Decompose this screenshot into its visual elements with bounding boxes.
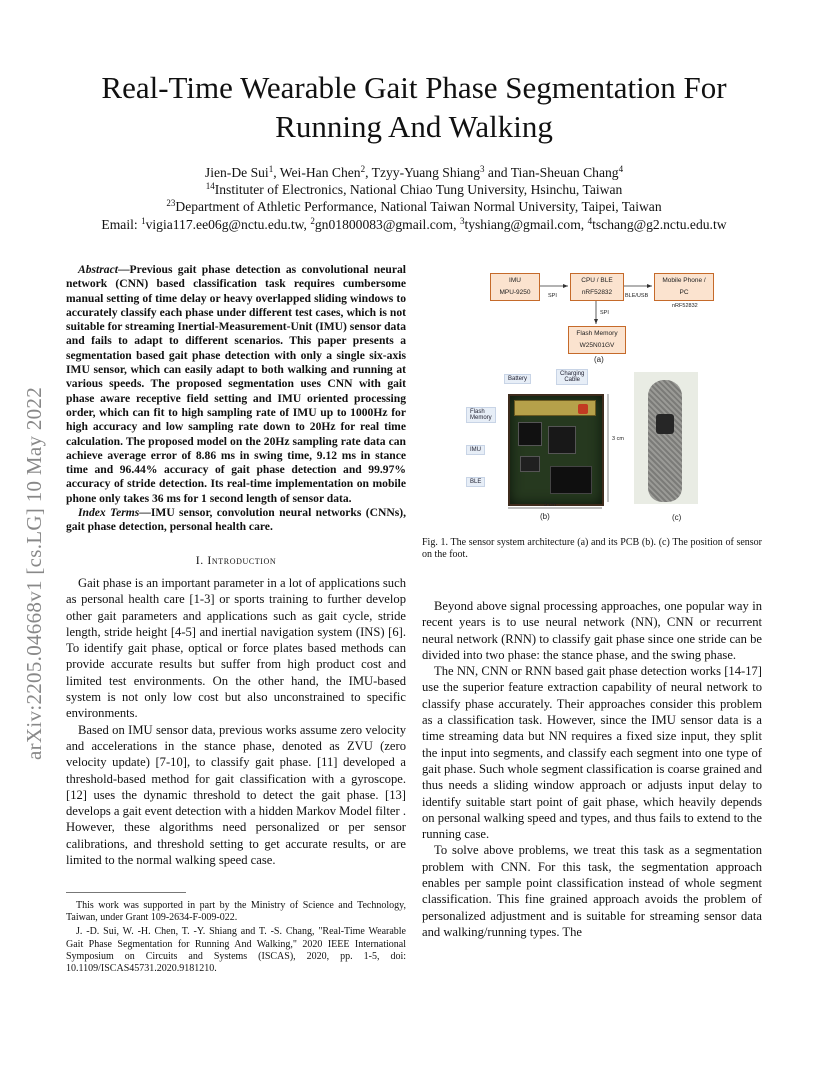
- foot-photo: [634, 372, 698, 504]
- paragraph: Gait phase is an important parameter in a lot of applications such as personal health care [1-3] or sports training to further develop other gait parameters and applications such as gait cycle, stride length, stride height [4-5] and inertial navigation system (INS) [6]. To identify gait phase, optical or force plates based methods can provide accurate results but suffer from high product cost and limited test environments. On the other hand, the IMU-based system is not only low cost but also unconstrained to specific environments.: [66, 576, 406, 721]
- author-name: Tian-Sheuan Chang: [510, 165, 619, 180]
- mobile-note: nRF52832: [672, 303, 698, 309]
- abstract-block: [66, 263, 406, 535]
- email-address[interactable]: gn01800083@gmail.com,: [314, 217, 457, 232]
- footnote-funding: This work was supported in part by the Ministry of Science and Technology, Taiwan, under Grant 109-2634-F-009-022.: [66, 900, 406, 924]
- abstract: Abstract—Previous gait phase detection as convolutional neural network (CNN) based classification task requires cumbersome manual setting of time delay or heavy overlapped sliding windows to accurately classify each phase under different test cases, which is not suitable for streaming Inertial-Measurement-Unit (IMU) sensor data and fails to adapt to different scenarios. This paper presents a segmentation based gait phase detection with only a single six-axis IMU sensor, which can easily adapt to both walking and running at various speeds. The proposed segmentation uses CNN with gait phase aware receptive field setting and IMU oriented processing order, which can fit to high sampling rate of IMU up to 1000Hz for high accuracy and low sampling rate down to 20Hz for real time calculation. The proposed model on the 20Hz sampling rate data can achieve average error of 8.86 ms in swing time, 9.12 ms in stance time and 96.44% accuracy of gait phase detection and 99.97% accuracy of stride detection. Its real-time implementation on mobile phone only takes 36 ms for 1 second length of sensor data.: [66, 263, 406, 505]
- pcb-label-imu: IMU: [466, 445, 485, 455]
- right-column-text: [422, 598, 762, 940]
- pcb-label-flash: Flash Memory: [466, 407, 496, 423]
- index-terms: Index Terms—IMU sensor, convolution neural networks (CNNs), gait phase detection, personal health care.: [66, 506, 406, 534]
- paragraph: To solve above problems, we treat this task as a segmentation problem with CNN. For this task, the segmentation approach enables per sample point classification instead of whole segment classification. This fine grained approach avoids the problem of personalized adjustment and is suitable for streaming sensor data and walking/running types. The: [422, 843, 762, 939]
- footnote-rule: [66, 892, 186, 893]
- paragraph: The NN, CNN or RNN based gait phase detection works [14-17] use the superior feature extraction capability of neural network to classify phase accurately. Their approaches consider this problem as a classification task. However, since the IMU sensor data is a time streaming data but NN requires a fixed size input, they split the input into segments, and classify each segment into one type of gait phase. Such whole segment classification is coarse grained and thus needs a sliding window approach or adjusts input delay to identify suitable start point of gait phase, which heavily depends on personal walking speed and types, and thus fails to extend to the running case.: [422, 664, 762, 842]
- shoe-shape: [648, 380, 682, 502]
- arrow-head: [647, 284, 652, 288]
- mobile-phone-block: Mobile Phone / PC: [654, 273, 714, 301]
- sensor-on-shoe: [656, 414, 674, 434]
- figure-1: [422, 262, 762, 532]
- author-name: Wei-Han Chen: [279, 165, 361, 180]
- figure-1-caption: Fig. 1. The sensor system architecture (a) and its PCB (b). (c) The position of sensor on the foot.: [422, 537, 762, 560]
- arrow-head: [563, 284, 568, 288]
- section-heading-introduction: I. Introduction: [195, 553, 277, 567]
- email-address[interactable]: vigia117.ee06g@nctu.edu.tw,: [145, 217, 307, 232]
- flash-memory-block: Flash Memory W25N01GV: [568, 326, 626, 354]
- ble-usb-label: BLE/USB: [625, 293, 649, 299]
- pcb-dimension-lines: [422, 362, 762, 522]
- pcb-label-ble: BLE: [466, 477, 485, 487]
- pcb-label-battery: Battery: [504, 374, 531, 384]
- cpu-ble-block: CPU / BLE nRF52832: [570, 273, 624, 301]
- paragraph: Beyond above signal processing approaches, one popular way in recent years is to use neural network (NN), CNN or recurrent neural network (RNN) to classify gait phase since one stride can be divided into two phase: the stance phase, and the swing phase.: [422, 599, 762, 662]
- spi-label: SPI: [548, 293, 557, 299]
- footnotes: [66, 900, 406, 975]
- imu-block: IMU MPU-9250: [490, 273, 540, 301]
- pcb-label-charging: Charging Cable: [556, 369, 588, 385]
- spi-label-vertical: SPI: [600, 310, 609, 316]
- email-line: Email: $^1$vigia117.ee06g@nctu.edu.tw, $^2$gn01800083@gmail.com, $^3$tyshiang@gmail.com, $^4$tschang@g2.nctu.edu.tw: [101, 216, 727, 232]
- arrow-head: [594, 319, 598, 324]
- affiliation-2: $^{23}$Department of Athletic Performance, National Taiwan Normal University, Taipei, Taiwan: [166, 198, 662, 214]
- figure-label-b: (b): [540, 512, 550, 521]
- dim-width-label: 3 cm: [544, 502, 556, 508]
- block-diagram-arrows: [422, 262, 762, 362]
- dim-height-label: 3 cm: [612, 436, 624, 442]
- introduction-text: [66, 575, 406, 868]
- arxiv-sidebar-stamp: arXiv:2205.04668v1 [cs.LG] 10 May 2022: [22, 386, 46, 760]
- footnote-citation: J. -D. Sui, W. -H. Chen, T. -Y. Shiang and T. -S. Chang, "Real-Time Wearable Gait Phase Segmentation for Running And Walking," 2020 IEEE International Symposium on Circuits and Systems (ISCAS), 2020, pp. 1-5, doi: 10.1109/ISCAS45731.2020.9181210.: [66, 926, 406, 975]
- paper-title: [0, 68, 828, 146]
- author-list: Jien-De Sui$^1$, Wei-Han Chen$^2$, Tzyy-Yuang Shiang$^3$ and Tian-Sheuan Chang$^4$: [204, 164, 624, 180]
- title-line-2: Running And Walking: [275, 109, 553, 144]
- figure-label-a: (a): [594, 355, 604, 364]
- title-line-1: Real-Time Wearable Gait Phase Segmentation For: [101, 70, 727, 105]
- email-address[interactable]: tschang@g2.nctu.edu.tw: [592, 217, 727, 232]
- paragraph: Based on IMU sensor data, previous works assume zero velocity and accelerations in the stance phase, denoted as ZVU (zero velocity update) [7-10], to classify gait phase. [11] developed a threshold-based method for gait classification with a gyroscope. [12] uses the dynamic threshold to detect the gait phase. [13] develops a gait event detection with a hidden Markov Model filter . However, these algorithms need personalized or per sensor calibrations, and threshold setting to get accurate results, or are limited to the normal walking speed case.: [66, 722, 406, 868]
- email-address[interactable]: tyshiang@gmail.com,: [464, 217, 585, 232]
- author-name: Tzyy-Yuang Shiang: [371, 165, 481, 180]
- author-name: Jien-De Sui: [204, 165, 269, 180]
- affiliation-1: $^{14}$Instituter of Electronics, National Chiao Tung University, Hsinchu, Taiwan: [205, 181, 623, 197]
- figure-label-c: (c): [672, 513, 682, 522]
